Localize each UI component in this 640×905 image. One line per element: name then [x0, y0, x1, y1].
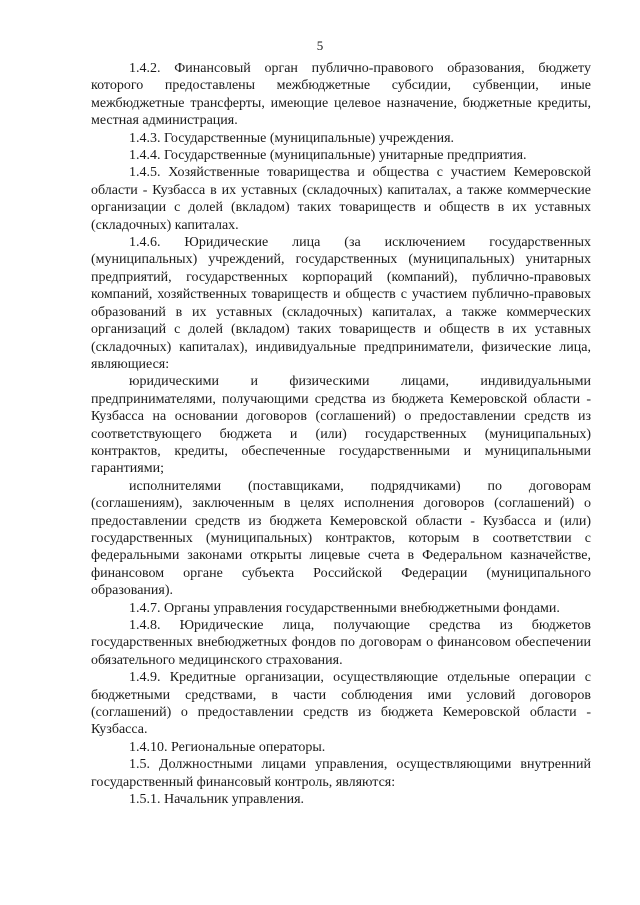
paragraph-1-4-8: 1.4.8. Юридические лица, получающие средства из бюджетов государственных внебюджетных фондов по договорам о финансовом обеспечении обязательного медицинского страхования.	[91, 618, 591, 668]
document-body	[91, 60, 591, 808]
paragraph-1-4-2: 1.4.2. Финансовый орган публично-правового образования, бюджету которого предоставлены межбюджетные субсидии, субвенции, иные межбюджетные трансферты, имеющие целевое назначение, бюджетные кредиты, местная администрация.	[91, 61, 591, 129]
paragraph-1-4-5: 1.4.5. Хозяйственные товарищества и общества с участием Кемеровской области - Кузбасса в их уставных (складочных) капиталах, а также коммерческие организации с долей (вкладом) таких товариществ и обществ в их уставных (складочных) капиталах.	[91, 165, 591, 233]
paragraph-1-4-4: 1.4.4. Государственные (муниципальные) унитарные предприятия.	[129, 148, 527, 164]
paragraph-1-5: 1.5. Должностными лицами управления, осуществляющими внутренний государственный финансовый контроль, являются:	[91, 757, 591, 790]
paragraph-1-4-9: 1.4.9. Кредитные организации, осуществляющие отдельные операции с бюджетными средствами, в части соблюдения ими условий договоров (соглашений) о предоставлении средств из бюджета Кемеровской области - Кузбасса.	[91, 670, 591, 738]
paragraph-1-5-1: 1.5.1. Начальник управления.	[129, 792, 305, 808]
paragraph-contractors: исполнителями (поставщиками, подрядчиками) по договорам (соглашениям), заключенным в целях исполнения договоров (соглашений) о предоставлении средств из бюджета Кемеровской области - Кузбасса и (или) государственных (муниципальных) контрактов, которым в соответствии с федеральными законами открыты лицевые счета в Федеральном казначействе, финансовом органе субъекта Российской Федерации (муниципального образования).	[91, 478, 591, 599]
paragraph-1-4-10: 1.4.10. Региональные операторы.	[129, 739, 326, 755]
paragraph-1-4-7: 1.4.7. Органы управления государственными внебюджетными фондами.	[129, 600, 560, 616]
paragraph-1-4-6: 1.4.6. Юридические лица (за исключением государственных (муниципальных) учреждений, государственных (муниципальных) унитарных предприятий, государственных корпораций (компаний), публично-правовых компаний, хозяйственных товариществ и обществ с участием публично-правовых образований в их уставных (складочных) капиталах, а также коммерческих организаций с долей (вкладом) таких товариществ и обществ в их уставных (складочных) капиталах), индивидуальные предприниматели, физические лица, являющиеся:	[91, 235, 591, 372]
paragraph-legal-persons-recipients: юридическими и физическими лицами, индивидуальными предпринимателями, получающими средства из бюджета Кемеровской области - Кузбасса на основании договоров (соглашений) о предоставлении средств из соответствующего бюджета и (или) государственных (муниципальных) контрактов, кредиты, обеспеченные государственными и муниципальными гарантиями;	[91, 374, 591, 477]
paragraph-1-4-3: 1.4.3. Государственные (муниципальные) учреждения.	[129, 130, 455, 146]
page-number: 5	[316, 38, 324, 53]
